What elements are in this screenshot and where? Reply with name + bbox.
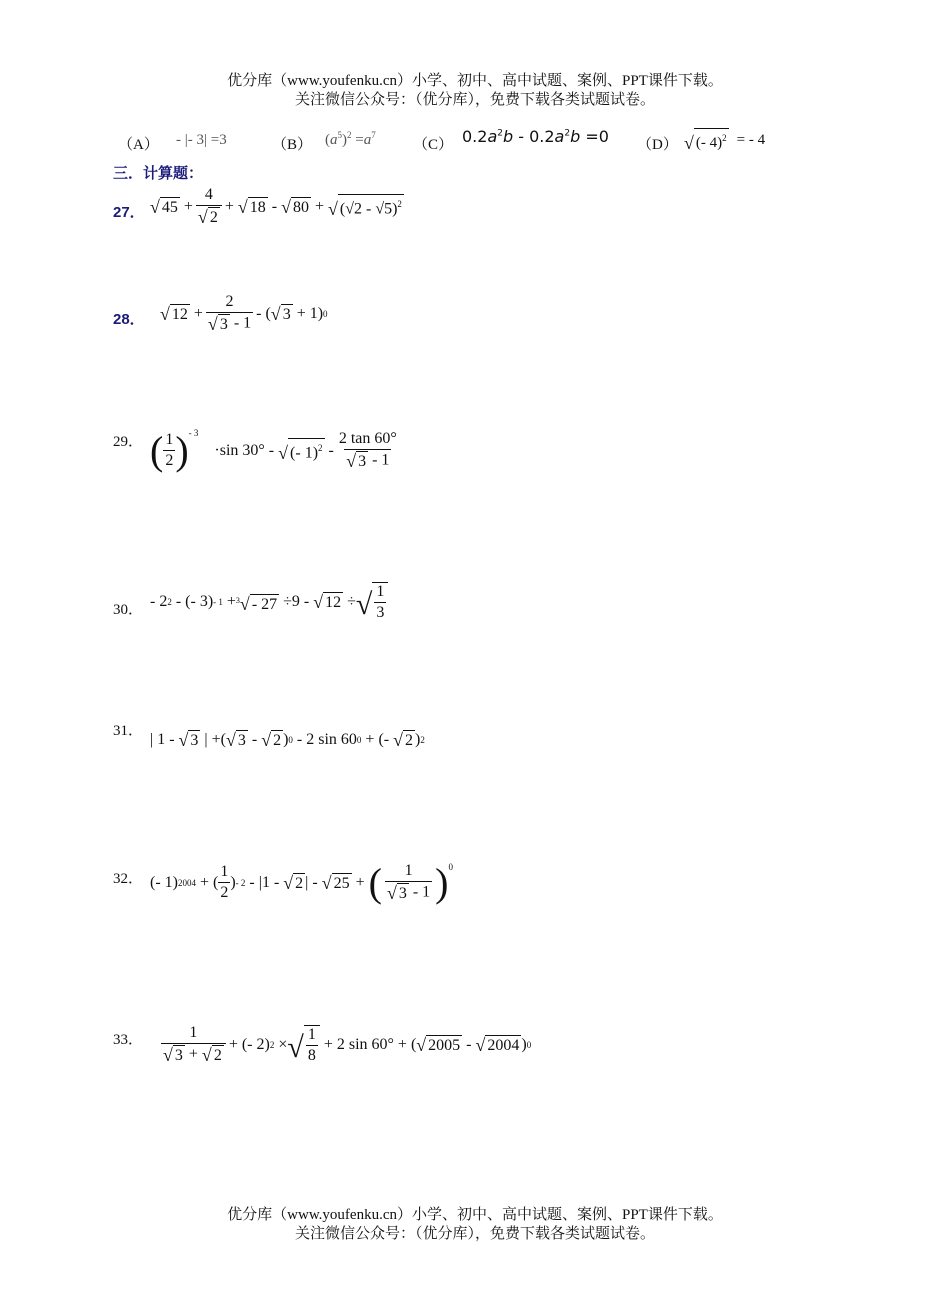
option-b-expr: $(a^5)^2 =a^7$ (325, 130, 376, 148)
problem-27-expression: √ 45 + 4 √ 2 + √ 18 - √ 80 + √ (√2 - √5)$^2$ (150, 186, 402, 227)
option-d-expr: √ (- 4)$^2$ = - 4 (684, 128, 765, 153)
header-line-1: 优分库（www.youfenku.cn）小学、初中、高中试题、案例、PPT课件下载。 (227, 73, 723, 89)
header-line-2: 关注微信公众号：（优分库），免费下载各类试题试卷。 (294, 92, 655, 108)
problem-33-expression: 1 √ 3 + √ 2 + (- 2) 2 × √ $\frac{1}{8}$ + 2 sin 60° + ( √ 2005 - √ 2004 ) 0 (163, 1024, 532, 1065)
option-c-label: （C） (413, 137, 454, 153)
section-title: 三．计算题： (113, 164, 204, 182)
problem-32-number: 32． (113, 871, 144, 887)
problem-28-number: 28． (113, 311, 145, 328)
option-d-label: （D） (637, 137, 678, 153)
option-a-expr: - |- 3| =3 (176, 132, 227, 148)
footer-line-1: 优分库（www.youfenku.cn）小学、初中、高中试题、案例、PPT课件下载。 (227, 1207, 723, 1223)
problem-30-expression: - 2 2 - (- 3) - 1 + $^3$√ - 27 ÷9 - √ 12 ÷ √ $\frac{1}{3}$ (150, 582, 388, 622)
option-b-label: （B） (272, 137, 313, 153)
problem-30-number: 30． (113, 602, 144, 618)
problem-28-expression: √ 12 + 2 √ 3 - 1 - ( √ 3 + 1) 0 (160, 293, 328, 334)
problem-31-expression: | 1 - √ 3 | +( √ 3 - √ 2 ) 0 - 2 sin 60 0 + (- √ 2 ) 2 (150, 730, 425, 750)
option-c-expr: $0.2a^2b - 0.2a^2b =0$ (462, 127, 609, 146)
problem-33-number: 33． (113, 1032, 144, 1048)
problem-27-number: 27． (113, 204, 145, 221)
problem-29-number: 29． (113, 434, 144, 450)
problem-31-number: 31． (113, 723, 144, 739)
option-a-label: （A） (118, 137, 159, 153)
problem-32-expression: (- 1) 2004 + ( $\frac{1}{2}$ ) - 2 - |1 - √ 2 | - √ 25 + ( 1 √ 3 - 1 ) 0 (150, 859, 453, 905)
footer-line-2: 关注微信公众号：（优分库），免费下载各类试题试卷。 (294, 1226, 655, 1242)
problem-29-expression: ( $\frac{1}{2}$ ) - 3 ·sin 30° - √ (- 1)$^2$ - 2 tan 60° √ 3 - 1 (150, 427, 397, 473)
